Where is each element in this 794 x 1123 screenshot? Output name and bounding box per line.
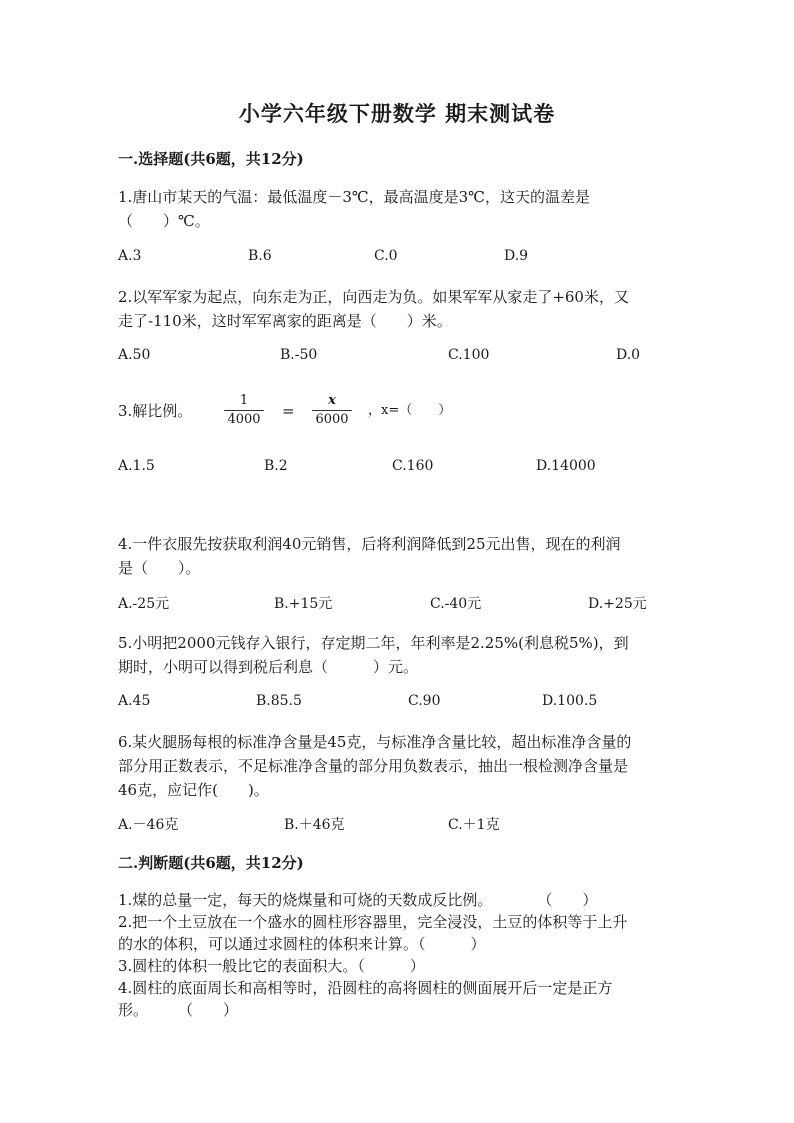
question-prefix: 3.解比例。	[118, 402, 193, 420]
option-a[interactable]: A.1.5	[118, 458, 155, 474]
option-b[interactable]: B.6	[248, 248, 272, 264]
option-c[interactable]: C.-40元	[430, 596, 482, 612]
question-text-line: 46克，应记作( )。	[118, 781, 269, 799]
option-c[interactable]: C.＋1克	[448, 817, 500, 833]
option-b[interactable]: B.2	[264, 458, 288, 474]
option-a[interactable]: A.45	[118, 693, 151, 709]
option-c[interactable]: C.0	[374, 248, 398, 264]
option-d[interactable]: D.100.5	[542, 693, 598, 709]
judgment-item: 形。 （ ）	[118, 1001, 239, 1019]
option-a[interactable]: A.3	[118, 248, 142, 264]
judgment-item: 的水的体积，可以通过求圆柱的体积来计算。（ ）	[118, 935, 486, 953]
question-text-line: 2.以军军家为起点，向东走为正，向西走为负。如果军军从家走了+60米，又	[118, 288, 629, 306]
question-text-line: 5.小明把2000元钱存入银行，存定期二年，年利率是2.25%(利息税5%)，到	[118, 634, 629, 652]
question-text-line: 6.某火腿肠每根的标准净含量是45克，与标准净含量比较，超出标准净含量的	[118, 733, 632, 751]
page-title: 小学六年级下册数学 期末测试卷	[238, 101, 556, 126]
question-2	[118, 285, 678, 333]
question-text-line: 期时，小明可以得到税后利息（ ）元。	[118, 658, 419, 676]
option-b[interactable]: B.85.5	[256, 693, 302, 709]
equals-sign: =	[282, 402, 295, 420]
judgment-item: 3.圆柱的体积一般比它的表面积大。（ ）	[118, 957, 425, 975]
option-a[interactable]: A.-25元	[118, 596, 170, 612]
question-text-line: 部分用正数表示，不足标准净含量的部分用负数表示，抽出一根检测净含量是	[118, 757, 629, 775]
question-6	[118, 730, 678, 802]
section-heading-judgment: 二.判断题(共6题，共12分)	[118, 854, 304, 872]
option-a[interactable]: A.－46克	[118, 817, 179, 833]
option-d[interactable]: D.9	[504, 248, 529, 264]
question-text-line: 是（ ）。	[118, 559, 201, 577]
option-b[interactable]: B.-50	[280, 347, 318, 363]
question-text-line: （ ）℃。	[118, 212, 210, 230]
option-c[interactable]: C.90	[408, 693, 441, 709]
option-b[interactable]: B.+15元	[274, 596, 333, 612]
question-4	[118, 532, 678, 580]
option-d[interactable]: D.+25元	[588, 596, 647, 612]
question-text-line: 1.唐山市某天的气温：最低温度－3℃，最高温度是3℃，这天的温差是	[118, 188, 590, 206]
option-d[interactable]: D.14000	[536, 458, 596, 474]
section-heading-choice: 一.选择题(共6题，共12分)	[118, 150, 304, 168]
question-text-line: 走了-110米，这时军军离家的距离是（ ）米。	[118, 312, 452, 330]
option-d[interactable]: D.0	[616, 347, 641, 363]
judgment-list	[118, 889, 678, 1021]
option-b[interactable]: B.＋46克	[284, 817, 345, 833]
judgment-item: 2.把一个土豆放在一个盛水的圆柱形容器里，完全浸没，土豆的体积等于上升	[118, 913, 628, 931]
option-c[interactable]: C.160	[392, 458, 434, 474]
fraction-1-over-4000: 1 4000	[224, 393, 264, 428]
fraction-x-over-6000: x 6000	[312, 393, 352, 428]
question-3	[118, 393, 678, 437]
question-text-line: 4.一件衣服先按获取利润40元销售，后将利润降低到25元出售，现在的利润	[118, 535, 621, 553]
judgment-item: 4.圆柱的底面周长和高相等时，沿圆柱的高将圆柱的侧面展开后一定是正方	[118, 979, 613, 997]
question-1	[118, 185, 678, 233]
option-a[interactable]: A.50	[118, 347, 151, 363]
judgment-item: 1.煤的总量一定，每天的烧煤量和可烧的天数成反比例。 （ ）	[118, 891, 598, 909]
question-suffix: ，x=（ ）	[368, 403, 452, 418]
option-c[interactable]: C.100	[448, 347, 490, 363]
question-5	[118, 631, 678, 679]
